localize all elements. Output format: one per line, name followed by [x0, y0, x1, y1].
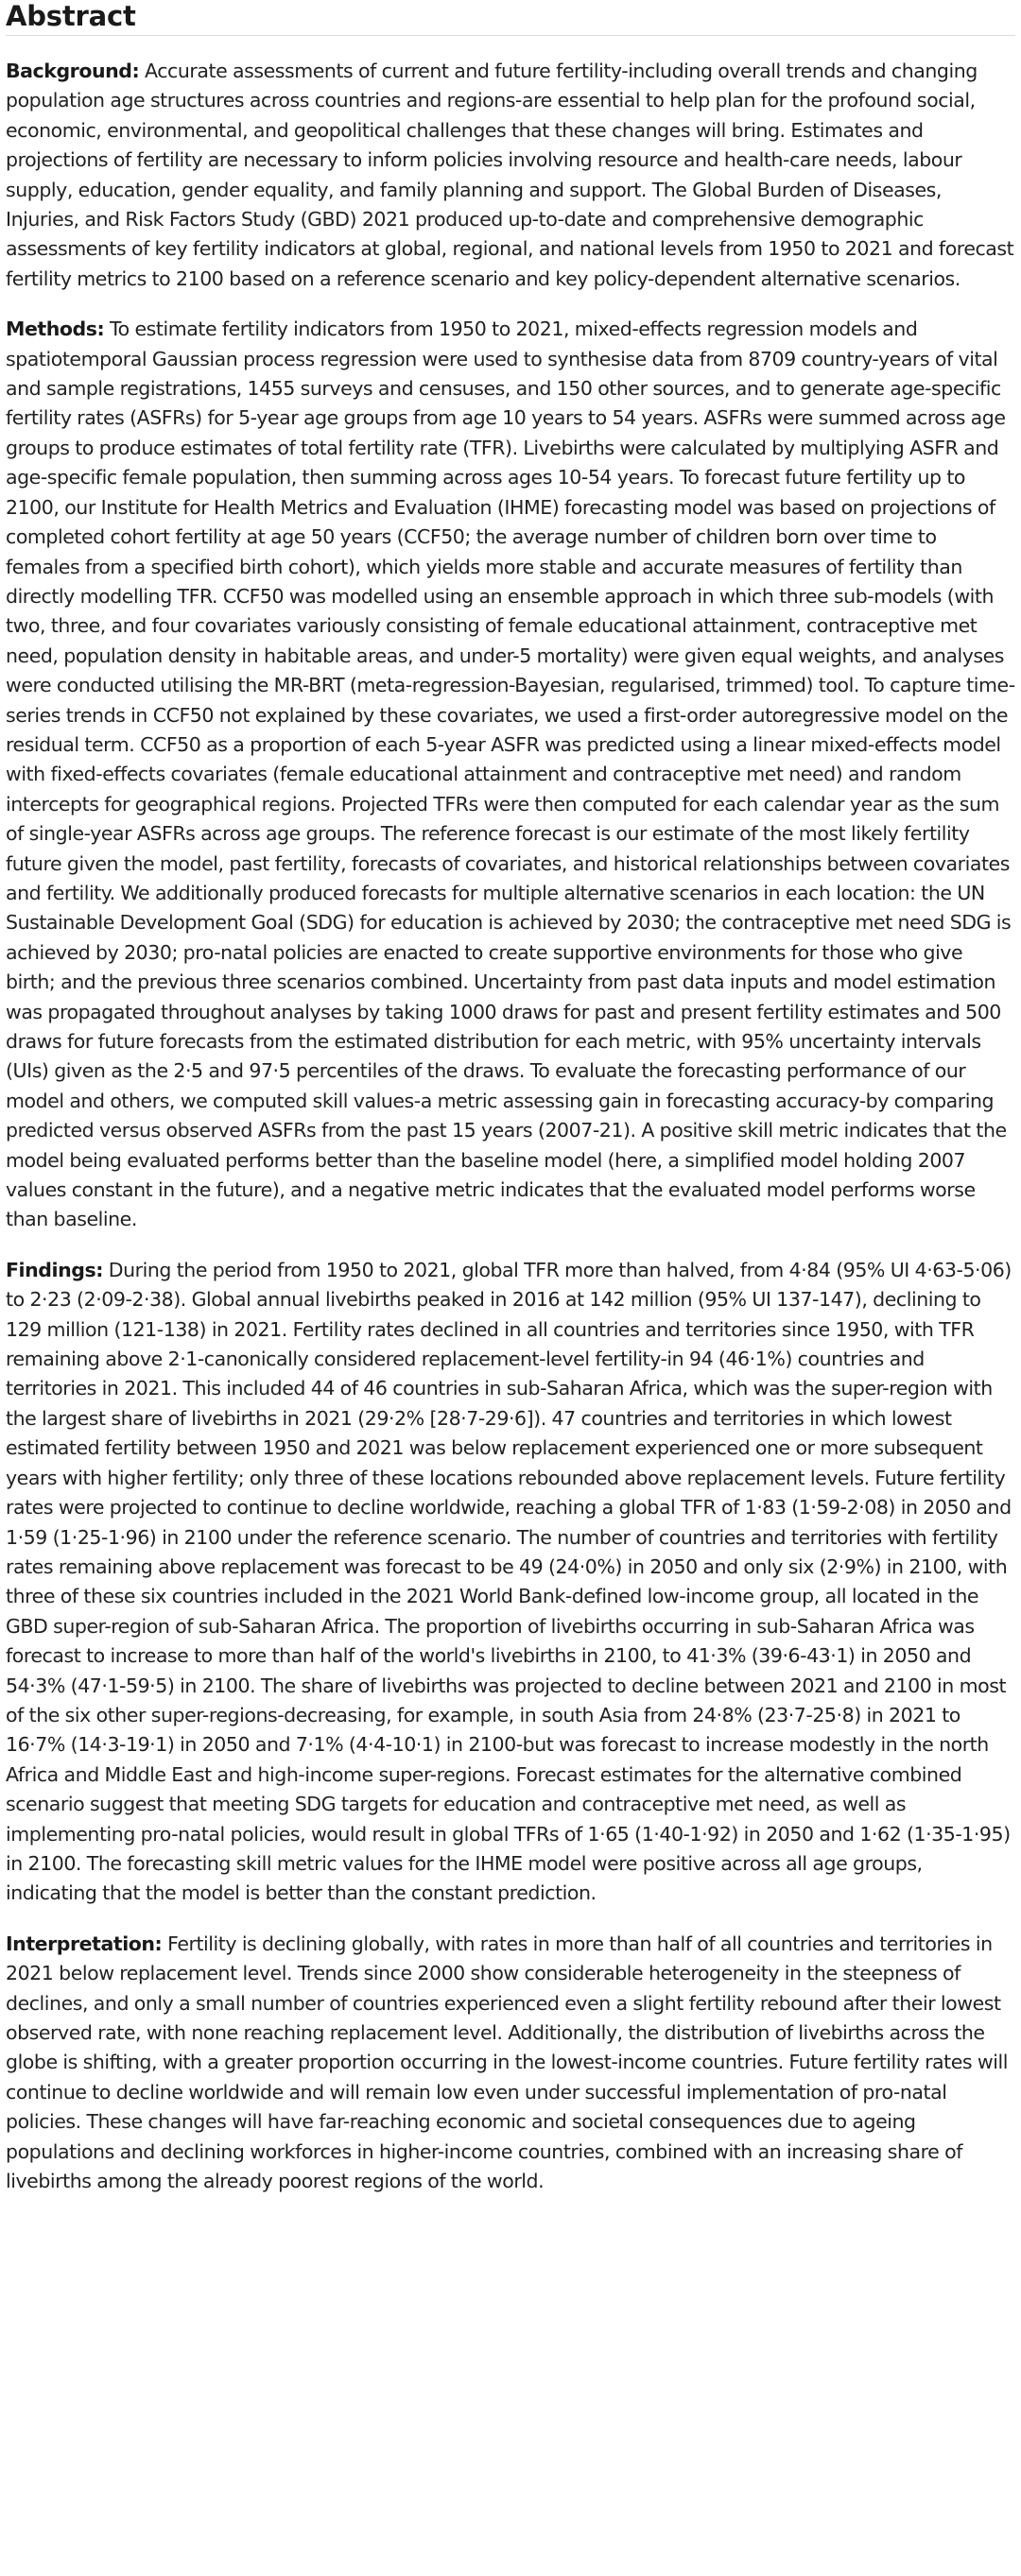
interpretation-label: Interpretation:: [6, 1932, 163, 1955]
abstract-heading: Abstract: [6, 0, 1015, 36]
background-text: Accurate assessments of current and future fertility-including overall trends and changing population age structures across countries and regions-are essential to help plan for the profound social, economic, environmental, and geopolitical challenges that these changes will bring. Estimates and projections of fertility are necessary to inform policies involving resource and health-care needs, labour supply, education, gender equality, and family planning and support. The Global Burden of Diseases, Injuries, and Risk Factors Study (GBD) 2021 produced up-to-date and comprehensive demographic assessments of key fertility indicators at global, regional, and national levels from 1950 to 2021 and forecast fertility metrics to 2100 based on a reference scenario and key policy-dependent alternative scenarios.: [6, 60, 1014, 290]
findings-text: During the period from 1950 to 2021, global TFR more than halved, from 4·84 (95% UI 4·63-5·06) to 2·23 (2·09-2·38). Global annual livebirths peaked in 2016 at 142 million (95% UI 137-147), declining to 129 million (121-138) in 2021. Fertility rates declined in all countries and territories since 1950, with TFR remaining above 2·1-canonically considered replacement-level fertility-in 94 (46·1%) countries and territories in 2021. This included 44 of 46 countries in sub-Saharan Africa, which was the super-region with the largest share of livebirths in 2021 (29·2% [28·7-29·6]). 47 countries and territories in which lowest estimated fertility between 1950 and 2021 was below replacement experienced one or more subsequent years with higher fertility; only three of these locations rebounded above replacement levels. Future fertility rates were projected to continue to decline worldwide, reaching a global TFR of 1·83 (1·59-2·08) in 2050 and 1·59 (1·25-1·96) in 2100 under the reference scenario. The number of countries and territories with fertility rates remaining above replacement was forecast to be 49 (24·0%) in 2050 and only six (2·9%) in 2100, with three of these six countries included in the 2021 World Bank-defined low-income group, all located in the GBD super-region of sub-Saharan Africa. The proportion of livebirths occurring in sub-Saharan Africa was forecast to increase to more than half of the world's livebirths in 2100, to 41·3% (39·6-43·1) in 2050 and 54·3% (47·1-59·5) in 2100. The share of livebirths was projected to decline between 2021 and 2100 in most of the six other super-regions-decreasing, for example, in south Asia from 24·8% (23·7-25·8) in 2021 to 16·7% (14·3-19·1) in 2050 and 7·1% (4·4-10·1) in 2100-but was forecast to increase modestly in the north Africa and Middle East and high-income super-regions. Forecast estimates for the alternative combined scenario suggest that meeting SDG targets for education and contraceptive met need, as well as implementing pro-natal policies, would result in global TFRs of 1·65 (1·40-1·92) in 2050 and 1·62 (1·35-1·95) in 2100. The forecasting skill metric values for the IHME model were positive across all age groups, indicating that the model is better than the constant prediction.: [6, 1258, 1012, 1905]
interpretation-section: [6, 1930, 1015, 2197]
interpretation-text: Fertility is declining globally, with rates in more than half of all countries and territories in 2021 below replacement level. Trends since 2000 show considerable heterogeneity in the steepness of declines, and only a small number of countries experienced even a slight fertility rebound after their lowest observed rate, with none reaching replacement level. Additionally, the distribution of livebirths across the globe is shifting, with a greater proportion occurring in the lowest-income countries. Future fertility rates will continue to decline worldwide and will remain low even under successful implementation of pro-natal policies. These changes will have far-reaching economic and societal consequences due to ageing populations and declining workforces in higher-income countries, combined with an increasing share of livebirths among the already poorest regions of the world.: [6, 1932, 1008, 2193]
findings-label: Findings:: [6, 1258, 103, 1281]
background-section: [6, 57, 1015, 294]
findings-section: [6, 1256, 1015, 1909]
methods-text: To estimate fertility indicators from 1950 to 2021, mixed-effects regression models and spatiotemporal Gaussian process regression were used to synthesise data from 8709 country-years of vital and sample registrations, 1455 surveys and censuses, and 150 other sources, and to generate age-specific fertility rates (ASFRs) for 5-year age groups from age 10 years to 54 years. ASFRs were summed across age groups to produce estimates of total fertility rate (TFR). Livebirths were calculated by multiplying ASFR and age-specific female population, then summing across ages 10-54 years. To forecast future fertility up to 2100, our Institute for Health Metrics and Evaluation (IHME) forecasting model was based on projections of completed cohort fertility at age 50 years (CCF50; the average number of children born over time to females from a specified birth cohort), which yields more stable and accurate measures of fertility than directly modelling TFR. CCF50 was modelled using an ensemble approach in which three sub-models (with two, three, and four covariates variously consisting of female educational attainment, contraceptive met need, population density in habitable areas, and under-5 mortality) were given equal weights, and analyses were conducted utilising the MR-BRT (meta-regression-Bayesian, regularised, trimmed) tool. To capture time-series trends in CCF50 not explained by these covariates, we used a first-order autoregressive model on the residual term. CCF50 as a proportion of each 5-year ASFR was predicted using a linear mixed-effects model with fixed-effects covariates (female educational attainment and contraceptive met need) and random intercepts for geographical regions. Projected TFRs were then computed for each calendar year as the sum of single-year ASFRs across age groups. The reference forecast is our estimate of the most likely fertility future given the model, past fertility, forecasts of covariates, and historical relationships between covariates and fertility. We additionally produced forecasts for multiple alternative scenarios in each location: the UN Sustainable Development Goal (SDG) for education is achieved by 2030; the contraceptive met need SDG is achieved by 2030; pro-natal policies are enacted to create supportive environments for those who give birth; and the previous three scenarios combined. Uncertainty from past data inputs and model estimation was propagated throughout analyses by taking 1000 draws for past and present fertility estimates and 500 draws for future forecasts from the estimated distribution for each metric, with 95% uncertainty intervals (UIs) given as the 2·5 and 97·5 percentiles of the draws. To evaluate the forecasting performance of our model and others, we computed skill values-a metric assessing gain in forecasting accuracy-by comparing predicted versus observed ASFRs from the past 15 years (2007-21). A positive skill metric indicates that the model being evaluated performs better than the baseline model (here, a simplified model holding 2007 values constant in the future), and a negative metric indicates that the evaluated model performs worse than baseline.: [6, 318, 1015, 1231]
background-label: Background:: [6, 60, 140, 82]
methods-section: [6, 315, 1015, 1235]
methods-label: Methods:: [6, 318, 105, 341]
